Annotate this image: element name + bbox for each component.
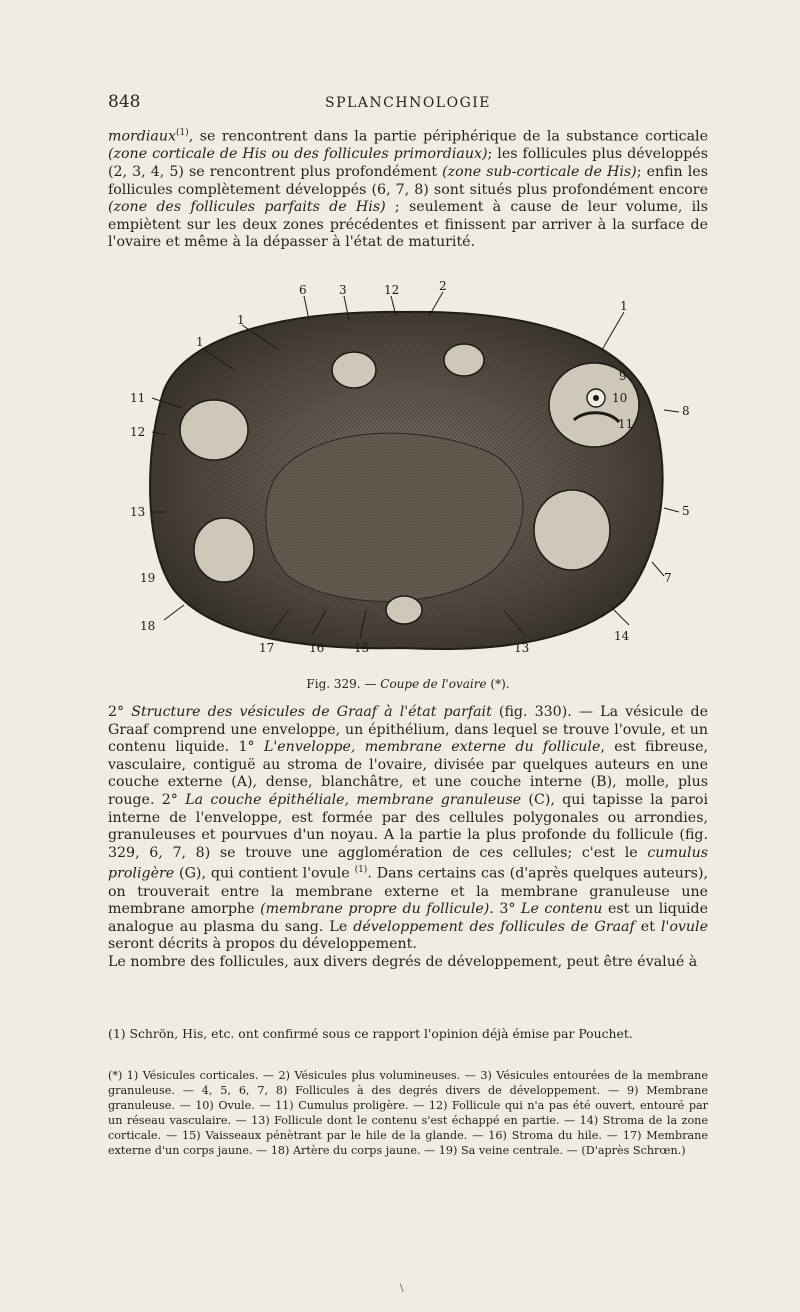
page-number: 848 [108, 92, 141, 112]
fig-label: 3 [339, 283, 347, 297]
fig-label: 11 [130, 391, 146, 405]
fig-label: 1 [620, 299, 628, 313]
fig-label: 15 [354, 641, 370, 655]
ovary-section-illustration [104, 280, 704, 670]
running-title: SPLANCHNOLOGIE [324, 95, 492, 111]
fig-label: 1 [237, 313, 245, 327]
fig-label: 8 [682, 404, 690, 418]
fig-label: 19 [140, 571, 156, 585]
paragraph-graaf-structure: 2° Structure des vésicules de Graaf à l'état parfait (fig. 330). — La vésicule de Graaf comprend une enveloppe, un épithélium, dans lequel se trouve l'ovule, et un contenu liquide. 1° L'enveloppe, membrane externe du follicule, est fibreuse, vasculaire, contiguë au stroma de l'ovaire, divisée par quelques auteurs en une couche externe (A), dense, blanchâtre, et une couche interne (B), molle, plus rouge. 2° La couche épithéliale, membrane granuleuse (C), qui tapisse la paroi interne de l'enveloppe, est formée par des cellules polygonales ou arrondies, granuleuses et pourvues d'un noyau. A la partie la plus profonde du follicule (fig. 329, 6, 7, 8) se trouve une agglomération de ces cellules; c'est le cumulus proligère (G), qui contient l'ovule $^{(1)}$. Dans certains cas (d'après quelques auteurs), on trouverait entre la membrane externe et la membrane granuleuse une membrane amorphe (membrane propre du follicule). 3° Le contenu est un liquide analogue au plasma du sang. Le développement des follicules de Graaf et l'ovule seront décrits à propos du développement. Le nombre des follicules, aux divers degrés de développement, peut être évalué à [108, 704, 709, 971]
fig-label: 1 [196, 335, 204, 349]
figure-legend: (*) 1) Vésicules corticales. — 2) Vésicules plus volumineuses. — 3) Vésicules entourées de la membrane granuleuse. — 4, 5, 6, 7, 8) Follicules à des degrés divers de développement. — 9) Membrane granuleuse. — 10) Ovule. — 11) Cumulus proligère. — 12) Follicule qui n'a pas été ouvert, entouré par un réseau vasculaire. — 13) Follicule dont le contenu s'est échappé en partie. — 14) Stroma de la zone corticale. — 15) Vaisseaux pénètrant par le hile de la glande. — 16) Stroma du hile. — 17) Membrane externe d'un corps jaune. — 18) Artère du corps jaune. — 19) Sa veine centrale. — (D'après Schrœn.) [108, 1069, 708, 1157]
fig-label: 12 [130, 425, 146, 439]
figure-caption: Fig. 329. — Coupe de l'ovaire (*). [306, 677, 510, 691]
fig-label: 13 [130, 505, 146, 519]
fig-label: 9 [619, 369, 627, 383]
fig-label: 17 [259, 641, 275, 655]
fig-label: 14 [614, 629, 630, 643]
fig-label: 18 [140, 619, 156, 633]
fig-label: 10 [612, 391, 628, 405]
printer-mark: \ [400, 1283, 404, 1294]
ovary-engraving [104, 280, 704, 670]
fig-label: 7 [664, 571, 672, 585]
fig-label: 5 [682, 504, 690, 518]
fig-label: 12 [384, 283, 400, 297]
fig-label: 16 [309, 641, 325, 655]
fig-label: 13 [514, 641, 530, 655]
fig-label: 6 [299, 283, 307, 297]
fig-label: 11 [618, 417, 634, 431]
footnote: (1) Schrön, His, etc. ont confirmé sous ce rapport l'opinion déjà émise par Pouchet. [108, 1026, 633, 1041]
paragraph-zones: mordiaux$^{(1)}$, se rencontrent dans la partie périphérique de la substance corticale (zone corticale de His ou des follicules primordiaux); les follicules plus développés (2, 3, 4, 5) se rencontrent plus profondément (zone sub-corticale de His); enfin les follicules complètement développés (6, 7, 8) sont situés plus profondément encore (zone des follicules parfaits de His) ; seulement à cause de leur volume, ils empiètent sur les deux zones précédentes et finissent par arriver à la surface de l'ovaire et même à la dépasser à l'état de maturité. [108, 128, 708, 251]
fig-label: 2 [439, 280, 447, 293]
page-header [108, 92, 708, 114]
